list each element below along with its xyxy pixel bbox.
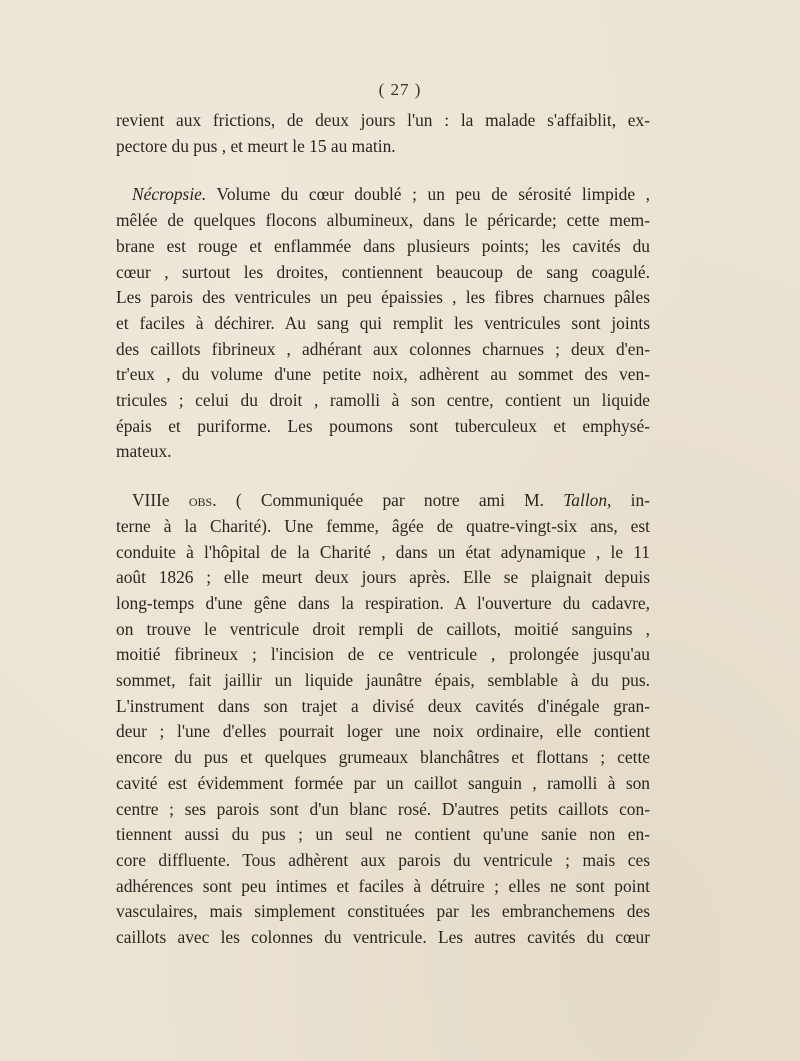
text-line: brane est rouge et enflammée dans plusieurs points; les cavités du: [116, 235, 650, 256]
text-line: core diffluente. Tous adhèrent aux parois du ventricule ; mais ces: [116, 849, 650, 870]
text-line: tricules ; celui du droit , ramolli à son centre, contient un liquide: [116, 390, 650, 411]
text-line: des caillots fibrineux , adhérant aux colonnes charnues ; deux d'en-: [116, 338, 650, 359]
text-line: mêlée de quelques flocons albumineux, dans le péricarde; cette mem-: [116, 210, 650, 231]
text-line: [116, 488, 650, 514]
text-fragment: in-: [630, 490, 650, 511]
text-line: terne à la Charité). Une femme, âgée de quatre-vingt-six ans, est: [116, 515, 650, 536]
text-line: août 1826 ; elle meurt deux jours après. Elle se plaignait depuis: [116, 567, 650, 588]
text-line: deur ; l'une d'elles pourrait loger une noix ordinaire, elle contient: [116, 721, 650, 742]
text-line: adhérences sont peu intimes et faciles à détruire ; elles ne sont point: [116, 875, 650, 896]
page-number: ( 27 ): [378, 80, 422, 99]
section-label-necropsie: Nécropsie.: [132, 184, 207, 205]
text-line: long-temps d'une gêne dans la respiration. A l'ouverture du cadavre,: [116, 592, 650, 613]
text-fragment: ( Communiquée par notre ami M.: [235, 490, 544, 511]
text-line: cavité est évidemment formée par un caillot sanguin , ramolli à son: [116, 772, 650, 793]
text-fragment: Volume du cœur doublé ; un peu de sérosité limpide ,: [216, 184, 650, 205]
text-line: sommet, fait jaillir un liquide jaunâtre épais, semblable à du pus.: [116, 670, 650, 691]
paragraph-1: [116, 108, 650, 159]
text-line: conduite à l'hôpital de la Charité , dans un état adynamique , le 11: [116, 541, 650, 562]
text-line: encore du pus et quelques grumeaux blanchâtres et flottans ; cette: [116, 747, 650, 768]
person-name: Tallon,: [563, 490, 612, 511]
text-line: moitié fibrineux ; l'incision de ce ventricule , prolongée jusqu'au: [116, 644, 650, 665]
text-line: Les parois des ventricules un peu épaissies , les fibres charnues pâles: [116, 287, 650, 308]
paragraph-gap: [116, 465, 650, 488]
paragraph-3: [116, 488, 650, 951]
text-line: revient aux frictions, de deux jours l'un : la malade s'affaiblit, ex-: [116, 110, 650, 130]
text-line: mateux.: [116, 441, 172, 462]
observation-label: obs.: [188, 490, 217, 511]
text-line: L'instrument dans son trajet a divisé deux cavités d'inégale gran-: [116, 695, 650, 716]
paragraph-gap: [116, 159, 650, 182]
text-line: tr'eux , du volume d'une petite noix, adhèrent au sommet des ven-: [116, 364, 650, 385]
text-line: pectore du pus , et meurt le 15 au matin.: [116, 135, 396, 156]
text-line: caillots avec les colonnes du ventricule. Les autres cavités du cœur: [116, 927, 650, 948]
text-line: et faciles à déchirer. Au sang qui remplit les ventricules sont joints: [116, 312, 650, 333]
paragraph-2: [116, 182, 650, 465]
text-line: on trouve le ventricule droit rempli de caillots, moitié sanguins ,: [116, 618, 650, 639]
text-line: cœur , surtout les droites, contiennent beaucoup de sang coagulé.: [116, 261, 650, 282]
observation-number: VIIIe: [132, 490, 170, 511]
text-line: vasculaires, mais simplement constituées par les embranchemens des: [116, 901, 650, 922]
text-line: tiennent aussi du pus ; un seul ne contient qu'une sanie non en-: [116, 824, 650, 845]
text-line: [116, 182, 650, 208]
body-text: [116, 108, 650, 951]
text-line: épais et puriforme. Les poumons sont tuberculeux et emphysé-: [116, 415, 650, 436]
text-line: centre ; ses parois sont d'un blanc rosé. D'autres petits caillots con-: [116, 798, 650, 819]
